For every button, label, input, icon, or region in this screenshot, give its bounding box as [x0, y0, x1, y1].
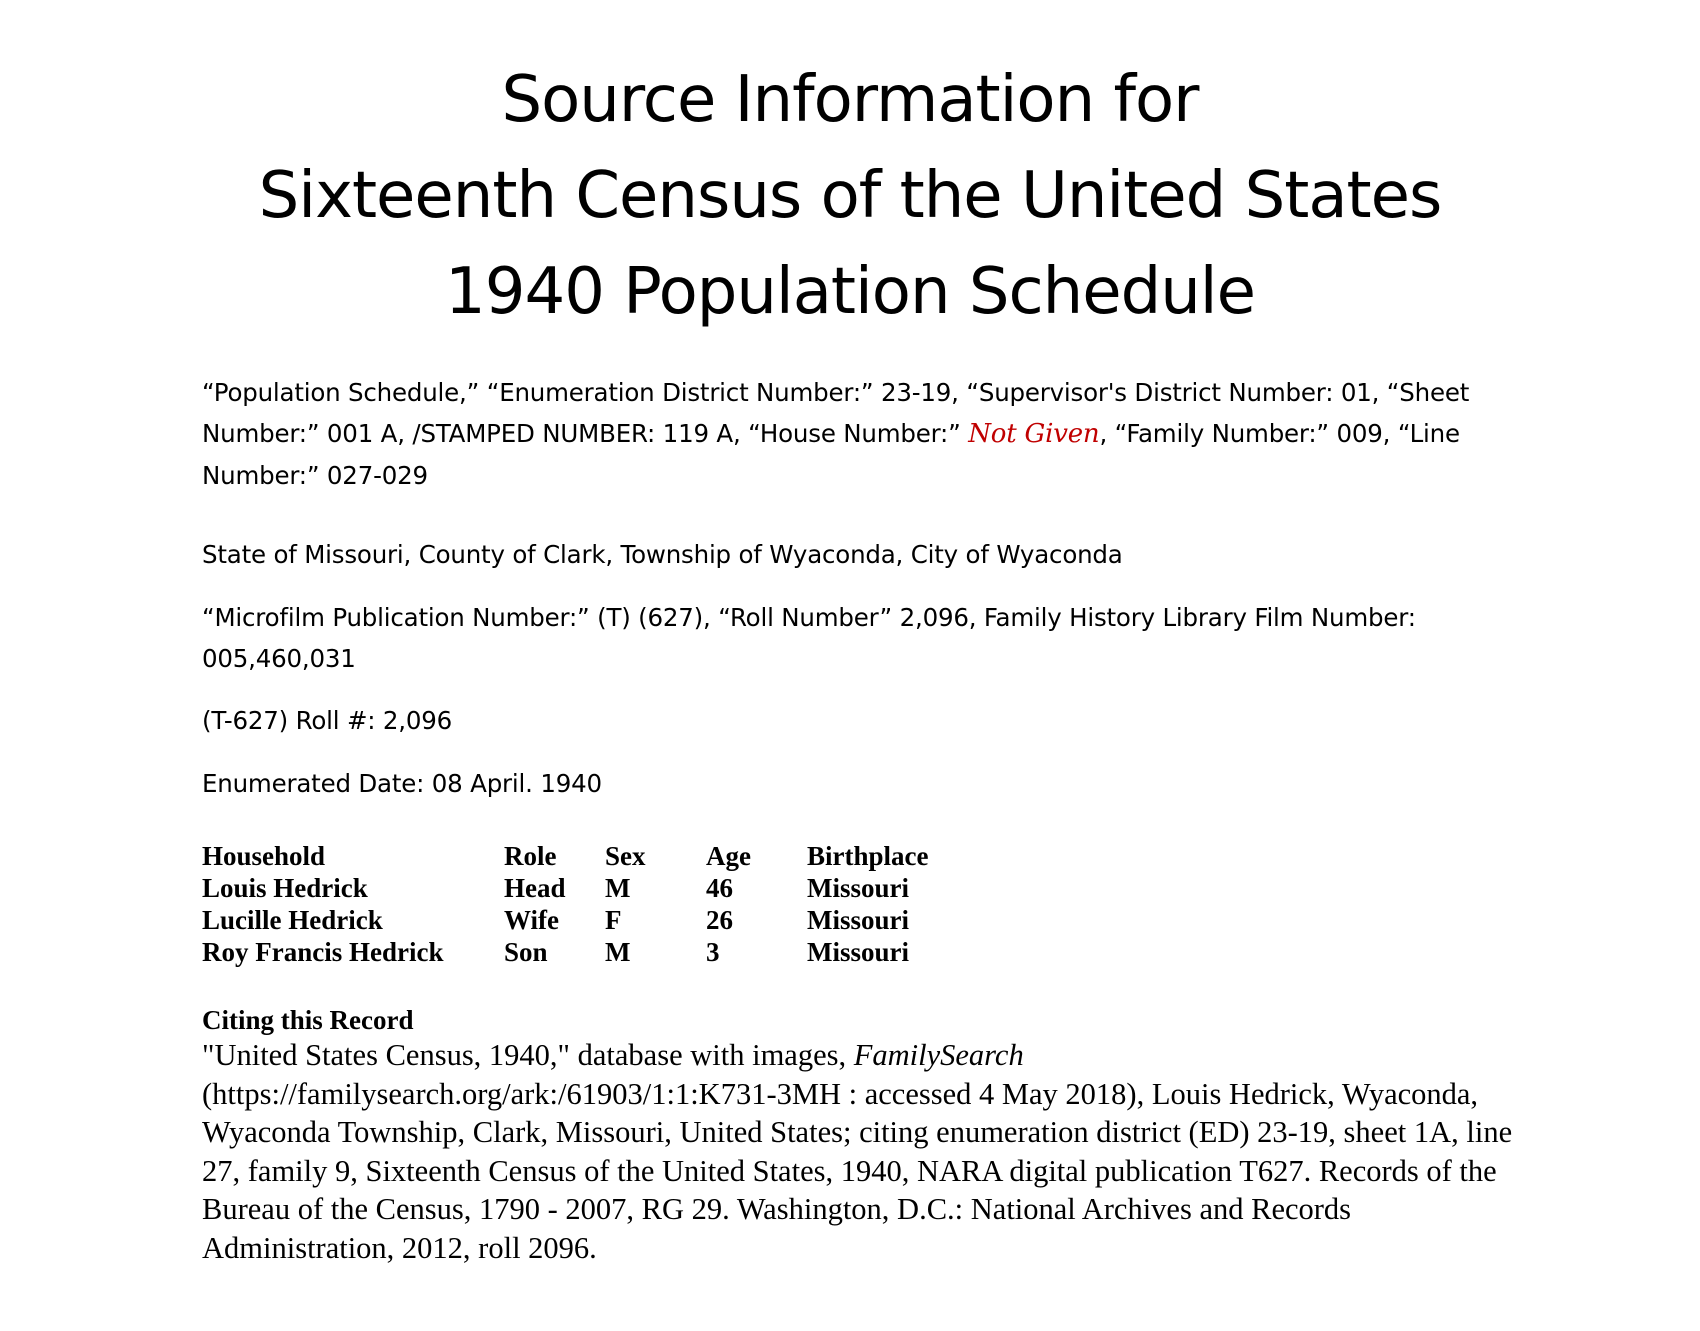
page-title [0, 52, 1700, 340]
roll-number: (T-627) Roll #: 2,096 [202, 706, 453, 735]
header-age: Age [706, 841, 751, 871]
member-sex: F [605, 905, 622, 935]
household-table [202, 840, 1007, 968]
member-birthplace: Missouri [807, 937, 910, 967]
not-given-note: Not Given [968, 419, 1100, 449]
microfilm-details: “Microfilm Publication Number:” (T) (627), “Roll Number” 2,096, Family History Library Film Number: 005,460,031 [202, 603, 1416, 673]
member-role: Son [504, 937, 548, 967]
source-details [202, 372, 1522, 496]
citation-source-name: FamilySearch [853, 1038, 1024, 1072]
household-header-row [202, 840, 1007, 872]
source-details-text-1: “Population Schedule,” “Enumeration District Number:” 23-19, “Supervisor's District Number: 01, “Sheet Number:” 001 A, /STAMPED NUMBER: 119 A, “House Number:” [202, 378, 1470, 448]
member-name: Louis Hedrick [202, 873, 368, 903]
header-sex: Sex [605, 841, 646, 871]
header-household: Household [202, 841, 326, 871]
citation-text-start: "United States Census, 1940," database with images, [202, 1038, 854, 1072]
member-role: Head [504, 873, 566, 903]
member-age: 3 [706, 937, 720, 967]
citing-heading: Citing this Record [202, 1005, 414, 1035]
member-birthplace: Missouri [807, 905, 910, 935]
title-line-2: Sixteenth Census of the United States [258, 159, 1442, 233]
member-sex: M [605, 873, 631, 903]
member-name: Roy Francis Hedrick [202, 937, 444, 967]
header-birthplace: Birthplace [807, 841, 929, 871]
member-name: Lucille Hedrick [202, 905, 383, 935]
member-birthplace: Missouri [807, 873, 910, 903]
table-row [202, 872, 1007, 904]
location-line: State of Missouri, County of Clark, Township of Wyaconda, City of Wyaconda [202, 540, 1123, 569]
source-details-text-2: , “Family Number:” 009, “Line Number:” 027-029 [202, 419, 1460, 490]
member-sex: M [605, 937, 631, 967]
title-line-3: 1940 Population Schedule [445, 255, 1255, 329]
header-role: Role [504, 841, 557, 871]
table-row [202, 904, 1007, 936]
citation-text [202, 1036, 1542, 1268]
enumerated-date: Enumerated Date: 08 April. 1940 [202, 769, 602, 798]
member-age: 26 [706, 905, 733, 935]
table-row [202, 936, 1007, 968]
member-age: 46 [706, 873, 733, 903]
citation-text-end: (https://familysearch.org/ark:/61903/1:1:K731-3MH : accessed 4 May 2018), Louis Hedrick, Wyaconda, Wyaconda Township, Clark, Missouri, United States; citing enumeration district (ED) 23-19, sheet 1A, line 27, family 9, Sixteenth Census of the United States, 1940, NARA digital publication T627. Records of the Bureau of the Census, 1790 - 2007, RG 29. Washington, D.C.: National Archives and Records Administration, 2012, roll 2096. [202, 1076, 1513, 1265]
title-line-1: Source Information for [501, 63, 1199, 137]
member-role: Wife [504, 905, 559, 935]
